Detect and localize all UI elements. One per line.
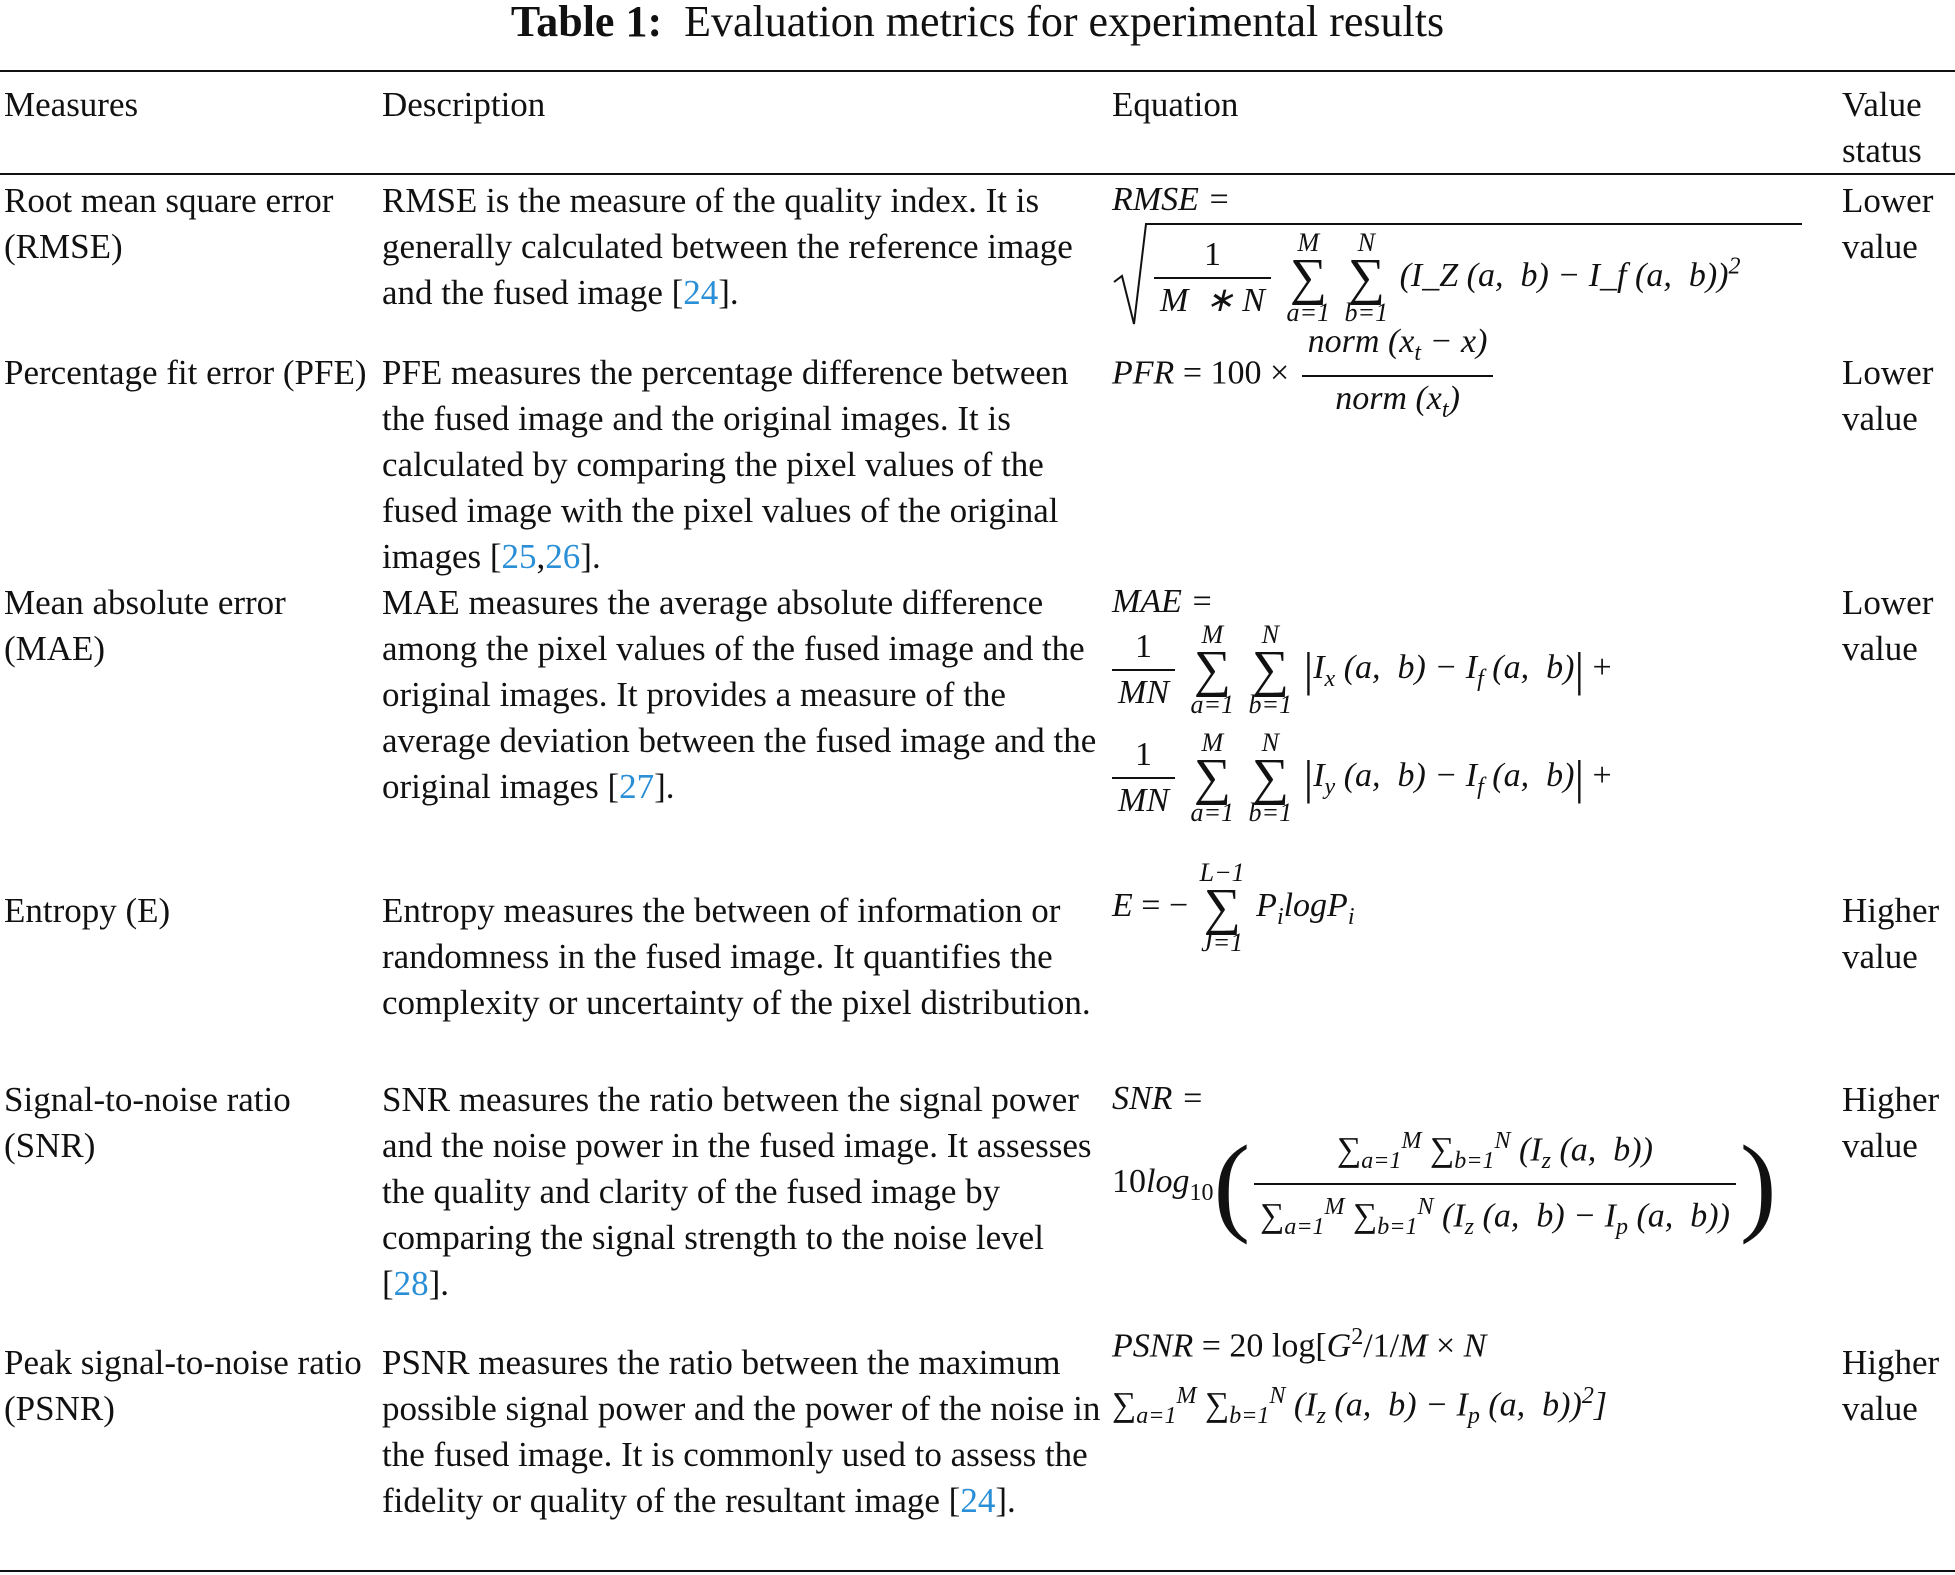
citation-link[interactable]: 26 [545, 537, 581, 576]
top-rule [0, 70, 1955, 72]
measure-snr: Signal-to-noise ratio (SNR) [4, 1080, 291, 1165]
measure-entropy: Entropy (E) [4, 891, 171, 930]
citation-link[interactable]: 24 [960, 1481, 996, 1520]
description-snr: SNR measures the ratio between the signal power and the noise power in the fused image. It assesses the quality and clarity of the fused image by comparing the signal strength to the noise level [28]. [382, 1080, 1092, 1303]
status-entropy: Higher value [1842, 891, 1940, 976]
description-mae: MAE measures the average absolute difference among the pixel values of the fused image and the original images. It provides a measure of the average deviation between the fused image and the original images [27]. [382, 583, 1097, 806]
status-snr: Higher value [1842, 1080, 1940, 1165]
citation-link[interactable]: 24 [683, 273, 719, 312]
header-measures: Measures [4, 85, 139, 124]
bottom-rule [0, 1570, 1955, 1572]
description-rmse: RMSE is the measure of the quality index. It is generally calculated between the reference image and the fused image [24]. [382, 181, 1073, 312]
header-description: Description [382, 85, 546, 124]
caption-label: Table 1: [510, 0, 663, 46]
measure-rmse: Root mean square error (RMSE) [4, 181, 334, 266]
measure-pfe: Percentage fit error (PFE) [4, 353, 367, 392]
description-pfe: PFE measures the percentage difference between the fused image and the original images. It is calculated by comparing the pixel values of the fused image with the pixel values of the original images [25,26]. [382, 353, 1069, 576]
status-mae: Lower value [1842, 583, 1934, 668]
citation-link[interactable]: 28 [393, 1264, 429, 1303]
measure-psnr: Peak signal-to-noise ratio (PSNR) [4, 1343, 362, 1428]
status-pfe: Lower value [1842, 353, 1934, 438]
equation-mae: MAE = $\frac{1}{MN}$ M ∑ a=1 N ∑ b=1 $|I_x$ (a, $b) - I_f$ (a, b)| + $\frac{1}{MN}$ M ∑ a=1 N ∑ b=1 $|I_y$ (a, $b) - I_f$ (a, b)| + [1112, 583, 1612, 827]
header-equation: Equation [1112, 85, 1239, 124]
header-rule [0, 173, 1955, 175]
citation-link[interactable]: 27 [619, 767, 655, 806]
header-value-status: Value status [1842, 85, 1922, 170]
status-rmse: Lower value [1842, 181, 1934, 266]
caption-title: Evaluation metrics for experimental results [684, 0, 1445, 46]
measure-mae: Mean absolute error (MAE) [4, 583, 286, 668]
description-entropy: Entropy measures the between of information or randomness in the fused image. It quantifies the complexity or uncertainty of the pixel distribution. [382, 891, 1091, 1022]
citation-link[interactable]: 25 [501, 537, 537, 576]
description-psnr: PSNR measures the ratio between the maximum possible signal power and the power of the noise in the fused image. It is commonly used to assess the fidelity or quality of the resultant image [24]. [382, 1343, 1101, 1520]
equation-rmse: RMSE = $\frac{1}{M ∗ N}$ M ∑ a=1 N ∑ b=1 (I_Z (a, b) − I_f (a, b))$^2$ [1112, 180, 1230, 330]
status-psnr: Higher value [1842, 1343, 1940, 1428]
equation-entropy: E = − L−1 ∑ J=1 $P_i\log P_i$ [1112, 858, 1355, 957]
table-caption [0, 0, 1955, 48]
equation-snr: SNR = $10\log_{10}$( $\frac{\sum_{a=1}^M \sum_{b=1}^N (I_z (a, b))}{\sum_{a=1}^M \sum_{b=1}^N (I_z (a, b) - I_p (a, b))}$ ) [1112, 1080, 1777, 1246]
equation-pfe: PFR = 100 × $\frac{norm (x_t - x)}{norm (x_t)}$ [1112, 320, 1497, 432]
equation-psnr: PSNR = 20 $\log[G^2/1/M \times N$ $\sum_{a=1}^M$ $\sum_{b=1}^N$ ($I_z$ (a, $b) - I_p$ (a, b))$^2$] [1112, 1324, 1608, 1430]
